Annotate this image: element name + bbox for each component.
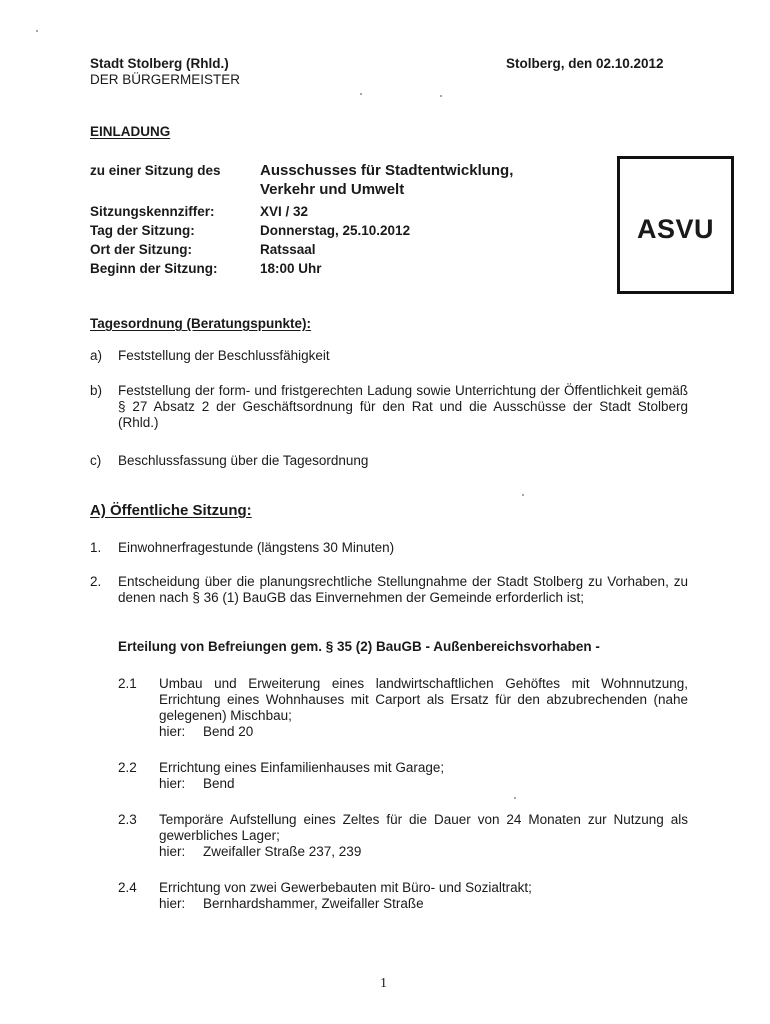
subitem-2-1-text: Umbau und Erweiterung eines landwirtschaftlichen Gehöftes mit Wohnnutzung, Errichtung eines Wohnhauses mit Carport als Ersatz für den abzubrechenden (nahe gelegenen) Mischbau; (159, 676, 688, 723)
scan-speck (36, 30, 38, 32)
agenda-heading: Tagesordnung (Beratungspunkte): (90, 316, 311, 331)
subitem-2-2-hier-label: hier: (159, 776, 186, 791)
page-number: 1 (380, 976, 387, 991)
agenda-marker-b: b) (90, 383, 103, 398)
field-label-start: Beginn der Sitzung: (90, 261, 218, 276)
agenda-marker-a: a) (90, 348, 103, 363)
subitem-marker-2-2: 2.2 (118, 760, 137, 775)
subitem-2-3-location: Zweifaller Straße 237, 239 (203, 844, 362, 859)
item-1-text: Einwohnerfragestunde (längstens 30 Minuten) (118, 540, 395, 555)
exemptions-subheading: Erteilung von Befreiungen gem. § 35 (2) BauGB - Außenbereichsvorhaben - (118, 639, 600, 654)
agenda-item-b: Feststellung der form- und fristgerechten Ladung sowie Unterrichtung der Öffentlichkeit gemäß § 27 Absatz 2 der Geschäftsordnung für den Rat und die Ausschüsse der Stadt Stolberg (Rhld.) (118, 383, 688, 430)
subitem-2-2-text: Errichtung eines Einfamilienhauses mit Garage; (159, 760, 445, 775)
subitem-2-3-hier-label: hier: (159, 844, 186, 859)
subitem-marker-2-1: 2.1 (118, 676, 137, 691)
subitem-2-3-text: Temporäre Aufstellung eines Zeltes für die Dauer von 24 Monaten zur Nutzung als gewerbliches Lager; (159, 812, 688, 843)
field-value-place: Ratssaal (260, 242, 316, 257)
agenda-item-a: Feststellung der Beschlussfähigkeit (118, 348, 330, 363)
committee-badge (617, 156, 734, 294)
subitem-2-4-hier-label: hier: (159, 896, 186, 911)
field-value-start: 18:00 Uhr (260, 261, 322, 276)
subitem-2-1-location: Bend 20 (203, 724, 254, 739)
field-value-id: XVI / 32 (260, 204, 309, 219)
scan-speck (522, 494, 524, 496)
office-name: DER BÜRGERMEISTER (90, 72, 241, 87)
scan-speck (440, 95, 442, 97)
document-title: EINLADUNG (90, 124, 171, 139)
field-label-id: Sitzungskennziffer: (90, 204, 215, 219)
subitem-marker-2-3: 2.3 (118, 812, 137, 827)
item-marker-2: 2. (90, 574, 102, 589)
agenda-item-c: Beschlussfassung über die Tagesordnung (118, 453, 369, 468)
item-2-text: Entscheidung über die planungsrechtliche Stellungnahme der Stadt Stolberg zu Vorhaben, zu denen nach § 36 (1) BauGB das Einvernehmen der Gemeinde erforderlich ist; (118, 574, 688, 605)
subitem-marker-2-4: 2.4 (118, 880, 137, 895)
org-name: Stadt Stolberg (Rhld.) (90, 56, 229, 71)
document-date: Stolberg, den 02.10.2012 (506, 56, 664, 71)
field-label-place: Ort der Sitzung: (90, 242, 192, 257)
field-value-date: Donnerstag, 25.10.2012 (260, 223, 411, 238)
subitem-2-4-location: Bernhardshammer, Zweifaller Straße (203, 896, 424, 911)
subitem-2-1-hier-label: hier: (159, 724, 186, 739)
scan-speck (514, 797, 516, 799)
intro-label: zu einer Sitzung des (90, 163, 221, 178)
scan-speck (360, 93, 362, 95)
committee-badge-text: ASVU (636, 214, 714, 244)
agenda-marker-c: c) (90, 453, 102, 468)
committee-name-line1: Ausschusses für Stadtentwicklung, (260, 162, 514, 179)
field-label-date: Tag der Sitzung: (90, 223, 195, 238)
subitem-2-2-location: Bend (203, 776, 235, 791)
committee-name-line2: Verkehr und Umwelt (260, 181, 405, 198)
public-session-heading: A) Öffentliche Sitzung: (90, 502, 252, 519)
item-marker-1: 1. (90, 540, 102, 555)
subitem-2-4-text: Errichtung von zwei Gewerbebauten mit Büro- und Sozialtrakt; (159, 880, 532, 895)
